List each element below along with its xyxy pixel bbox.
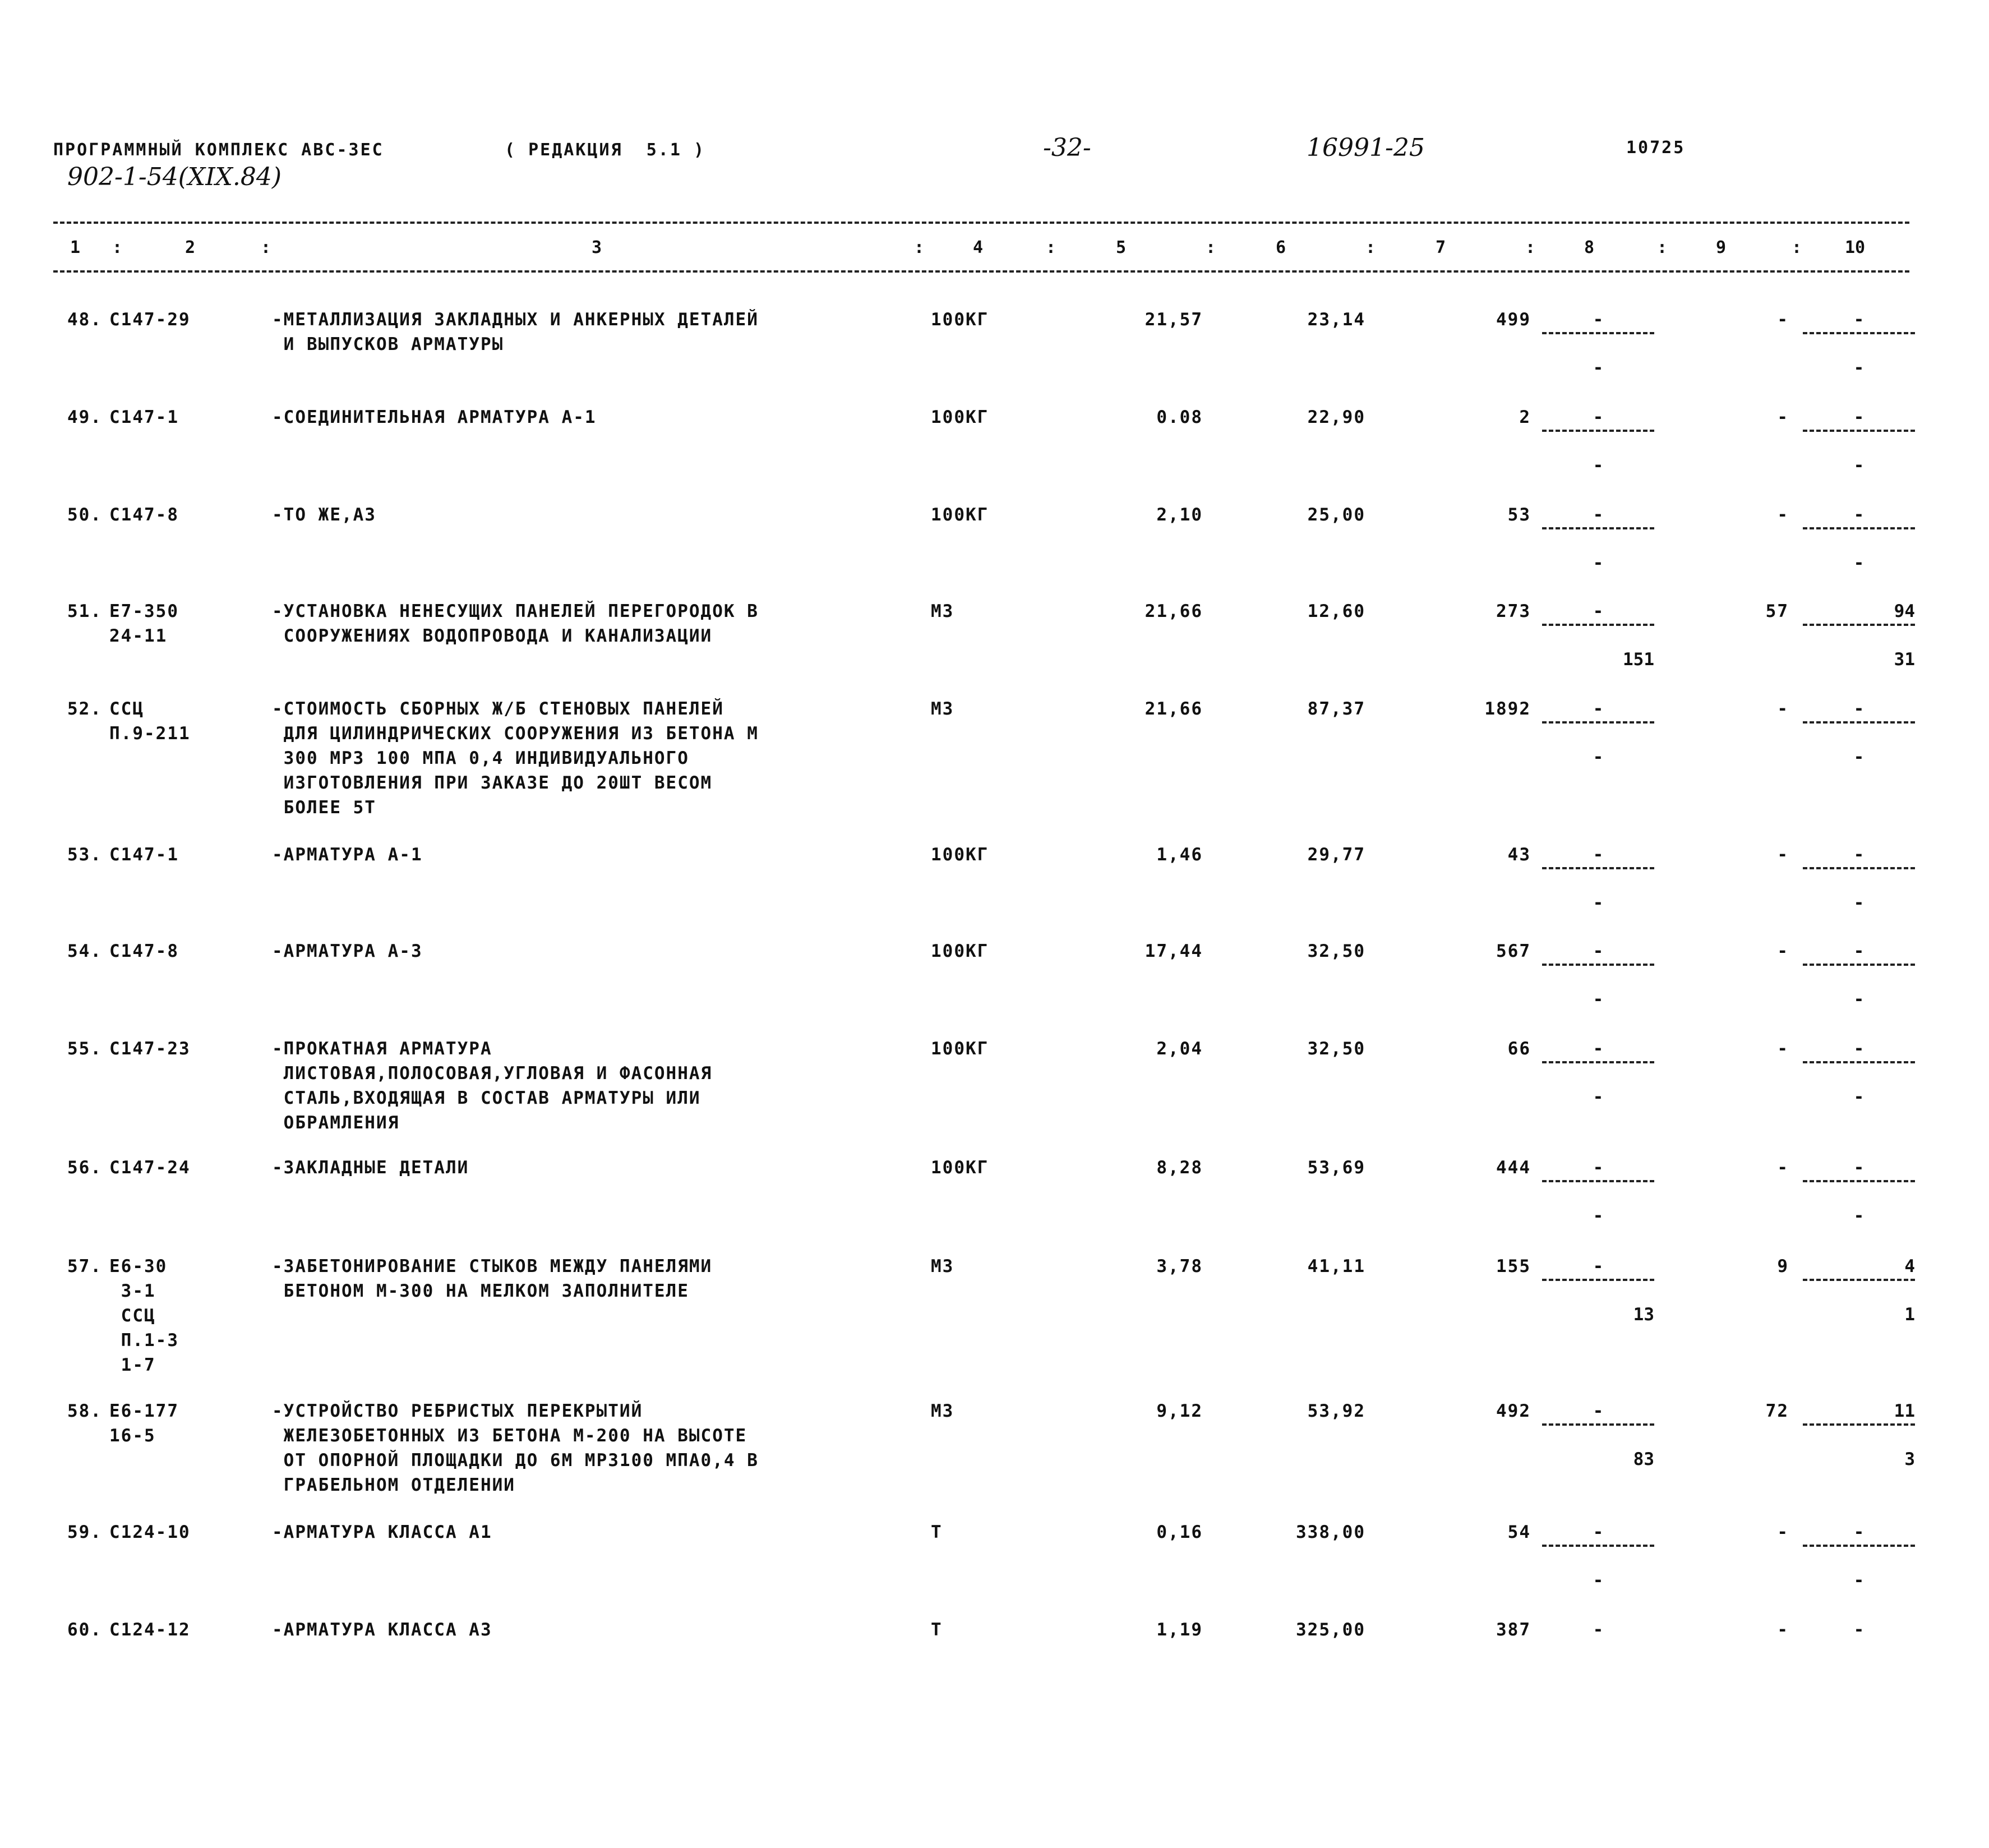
col8-fraction (1542, 1520, 1654, 1598)
row-code: С124-12 (109, 1620, 191, 1640)
row-total: 444 (1496, 1158, 1531, 1178)
col8-fraction-fraction-line (1542, 430, 1654, 432)
col8-fraction-denominator: - (1593, 747, 1604, 767)
row-description: ОБРАМЛЕНИЯ (272, 1113, 400, 1133)
row-total: 155 (1496, 1256, 1531, 1276)
row-quantity: 21,57 (1145, 310, 1203, 330)
col8-fraction-denominator: 13 (1633, 1305, 1654, 1325)
code-number: 10725 (1626, 138, 1686, 158)
row-unit-price: 87,37 (1307, 699, 1365, 719)
row-col9: - (1777, 941, 1789, 961)
col8-fraction-numerator: - (1593, 601, 1604, 621)
row-col9: - (1777, 699, 1789, 719)
row-unit-price: 29,77 (1307, 845, 1365, 865)
col10-fraction-fraction-line (1803, 1180, 1915, 1182)
project-number: 902-1-54(XIX.84) (67, 163, 282, 191)
col8-fraction-fraction-line (1542, 624, 1654, 626)
row-quantity: 1,19 (1156, 1620, 1203, 1640)
row-unit: М3 (931, 699, 954, 719)
column-separator: : (261, 238, 271, 257)
row-description: ГРАБЕЛЬНОМ ОТДЕЛЕНИИ (272, 1475, 515, 1495)
col8-fraction-denominator: - (1593, 989, 1604, 1010)
col10-fraction-numerator: - (1853, 1620, 1865, 1640)
col8-fraction-fraction-line (1542, 1061, 1654, 1063)
col10-fraction-denominator: - (1853, 455, 1865, 476)
row-code: С147-23 (109, 1039, 191, 1059)
col8-fraction (1542, 503, 1654, 581)
col10-fraction-fraction-line (1803, 527, 1915, 529)
row-unit: М3 (931, 601, 954, 621)
col10-fraction-numerator: - (1853, 845, 1865, 865)
col8-fraction-denominator: - (1593, 1570, 1604, 1591)
col10-fraction (1803, 307, 1915, 386)
column-header-7: 7 (1436, 238, 1446, 257)
col10-fraction-denominator: 3 (1904, 1449, 1915, 1469)
column-header-9: 9 (1716, 238, 1727, 257)
header-rule-bottom (53, 270, 1909, 273)
col8-fraction (1542, 1155, 1654, 1234)
col8-fraction-fraction-line (1542, 867, 1654, 869)
edition-label: ( РЕДАКЦИЯ 5.1 ) (505, 140, 706, 160)
col10-fraction-numerator: - (1853, 1039, 1865, 1059)
row-description: 300 МРЗ 100 МПА 0,4 ИНДИВИДУАЛЬНОГО (272, 748, 689, 768)
column-header-4: 4 (973, 238, 984, 257)
row-code: 3-1 (109, 1281, 156, 1301)
column-header-1: 1 (70, 238, 81, 257)
col10-fraction (1803, 503, 1915, 581)
row-unit-price: 338,00 (1296, 1522, 1365, 1542)
row-unit-price: 32,50 (1307, 1039, 1365, 1059)
row-code: ССЦ (109, 699, 144, 719)
row-total: 2 (1519, 407, 1531, 427)
col8-fraction-denominator: - (1593, 893, 1604, 913)
row-description: -МЕТАЛЛИЗАЦИЯ ЗАКЛАДНЫХ И АНКЕРНЫХ ДЕТАЛЕЙ (272, 310, 759, 330)
row-unit-price: 22,90 (1307, 407, 1365, 427)
row-code: 24-11 (109, 626, 168, 646)
row-total: 43 (1507, 845, 1531, 865)
col10-fraction-denominator: - (1853, 553, 1865, 573)
col10-fraction-fraction-line (1803, 1423, 1915, 1426)
col10-fraction-numerator: - (1853, 407, 1865, 427)
col10-fraction (1803, 1155, 1915, 1234)
row-quantity: 1,46 (1156, 845, 1203, 865)
col10-fraction-denominator: - (1853, 358, 1865, 378)
row-quantity: 17,44 (1145, 941, 1203, 961)
col8-fraction-fraction-line (1542, 1180, 1654, 1182)
column-separator: : (1525, 238, 1536, 257)
col10-fraction (1803, 1036, 1915, 1115)
row-unit: 100КГ (931, 310, 989, 330)
row-col9: - (1777, 407, 1789, 427)
col8-fraction-denominator: - (1593, 358, 1604, 378)
row-col9: - (1777, 845, 1789, 865)
col8-fraction (1542, 1036, 1654, 1115)
col10-fraction-numerator: - (1853, 310, 1865, 330)
row-code: Е6-30 (109, 1256, 168, 1276)
row-col9: - (1777, 310, 1789, 330)
row-description: ОТ ОПОРНОЙ ПЛОЩАДКИ ДО 6М МРЗ100 МПА0,4 В (272, 1450, 759, 1471)
col8-fraction-numerator: - (1593, 941, 1604, 961)
col8-fraction-denominator: - (1593, 1087, 1604, 1107)
col8-fraction-fraction-line (1542, 721, 1654, 723)
row-number: 48. (67, 310, 102, 330)
row-col9: 9 (1777, 1256, 1789, 1276)
col8-fraction-denominator: 83 (1633, 1449, 1654, 1469)
col8-fraction-denominator: - (1593, 553, 1604, 573)
row-description: -УСТАНОВКА НЕНЕСУЩИХ ПАНЕЛЕЙ ПЕРЕГОРОДОК В (272, 601, 759, 621)
page-number: -32- (1043, 133, 1091, 162)
row-col9: 72 (1765, 1401, 1789, 1421)
column-separator: : (1206, 238, 1216, 257)
column-separator: : (1657, 238, 1668, 257)
col8-fraction (1542, 1254, 1654, 1333)
row-unit-price: 32,50 (1307, 941, 1365, 961)
document-number: 16991-25 (1307, 133, 1425, 162)
col8-fraction-denominator: - (1593, 455, 1604, 476)
col8-fraction-numerator: - (1593, 310, 1604, 330)
row-description: -ЗАБЕТОНИРОВАНИЕ СТЫКОВ МЕЖДУ ПАНЕЛЯМИ (272, 1256, 713, 1276)
row-code: С147-8 (109, 941, 179, 961)
col10-fraction (1803, 697, 1915, 775)
row-number: 55. (67, 1039, 102, 1059)
col10-fraction-denominator: - (1853, 747, 1865, 767)
row-number: 52. (67, 699, 102, 719)
col8-fraction (1542, 842, 1654, 921)
row-unit: 100КГ (931, 845, 989, 865)
column-separator: : (914, 238, 925, 257)
row-description: -УСТРОЙСТВО РЕБРИСТЫХ ПЕРЕКРЫТИЙ (272, 1401, 643, 1421)
row-unit-price: 23,14 (1307, 310, 1365, 330)
row-col9: - (1777, 505, 1789, 525)
row-unit: Т (931, 1522, 943, 1542)
row-unit: 100КГ (931, 1158, 989, 1178)
program-title: ПРОГРАММНЫЙ КОМПЛЕКС АВС-3ЕС (53, 140, 384, 160)
col10-fraction-numerator: 4 (1904, 1256, 1915, 1276)
row-code: ССЦ (109, 1306, 156, 1326)
row-total: 492 (1496, 1401, 1531, 1421)
col10-fraction (1803, 599, 1915, 678)
col10-fraction-numerator: - (1853, 941, 1865, 961)
row-total: 53 (1507, 505, 1531, 525)
row-unit: М3 (931, 1256, 954, 1276)
col10-fraction (1803, 1399, 1915, 1477)
row-total: 387 (1496, 1620, 1531, 1640)
row-code: 1-7 (109, 1355, 156, 1375)
row-unit: М3 (931, 1401, 954, 1421)
col10-fraction-fraction-line (1803, 430, 1915, 432)
col10-fraction-fraction-line (1803, 964, 1915, 966)
row-description: -АРМАТУРА КЛАССА А1 (272, 1522, 492, 1542)
row-description: ЛИСТОВАЯ,ПОЛОСОВАЯ,УГЛОВАЯ И ФАСОННАЯ (272, 1063, 713, 1084)
row-number: 50. (67, 505, 102, 525)
row-description: БЕТОНОМ М-300 НА МЕЛКОМ ЗАПОЛНИТЕЛЕ (272, 1281, 689, 1301)
row-total: 273 (1496, 601, 1531, 621)
row-quantity: 0.08 (1156, 407, 1203, 427)
row-description: -АРМАТУРА КЛАССА А3 (272, 1620, 492, 1640)
col10-fraction (1803, 842, 1915, 921)
row-col9: 57 (1765, 601, 1789, 621)
col10-fraction (1803, 939, 1915, 1017)
column-header-8: 8 (1584, 238, 1595, 257)
row-unit: 100КГ (931, 407, 989, 427)
col10-fraction-fraction-line (1803, 332, 1915, 334)
row-quantity: 2,04 (1156, 1039, 1203, 1059)
col10-fraction-fraction-line (1803, 721, 1915, 723)
row-unit-price: 53,92 (1307, 1401, 1365, 1421)
row-number: 60. (67, 1620, 102, 1640)
col8-fraction (1542, 939, 1654, 1017)
row-unit-price: 25,00 (1307, 505, 1365, 525)
row-description: -ТО ЖЕ,А3 (272, 505, 376, 525)
row-number: 57. (67, 1256, 102, 1276)
row-total: 66 (1507, 1039, 1531, 1059)
col8-fraction-numerator: - (1593, 1158, 1604, 1178)
col10-fraction-denominator: 31 (1894, 649, 1915, 670)
col8-fraction-numerator: - (1593, 1039, 1604, 1059)
col10-fraction-fraction-line (1803, 1061, 1915, 1063)
row-col9: - (1777, 1522, 1789, 1542)
row-unit: Т (931, 1620, 943, 1640)
column-separator: : (1792, 238, 1802, 257)
row-description: БОЛЕЕ 5Т (272, 798, 376, 818)
col10-fraction-numerator: - (1853, 699, 1865, 719)
row-quantity: 21,66 (1145, 601, 1203, 621)
row-description: -АРМАТУРА А-3 (272, 941, 423, 961)
col10-fraction (1803, 405, 1915, 483)
column-header-3: 3 (592, 238, 602, 257)
row-description: ДЛЯ ЦИЛИНДРИЧЕСКИХ СООРУЖЕНИЯ ИЗ БЕТОНА М (272, 723, 759, 744)
col8-fraction-denominator: 151 (1623, 649, 1654, 670)
col10-fraction-numerator: 11 (1894, 1401, 1915, 1421)
col10-fraction-fraction-line (1803, 867, 1915, 869)
row-quantity: 2,10 (1156, 505, 1203, 525)
col8-fraction (1542, 697, 1654, 775)
column-separator: : (1046, 238, 1056, 257)
col10-fraction-fraction-line (1803, 1545, 1915, 1547)
col8-fraction-denominator: - (1593, 1206, 1604, 1226)
row-code: С147-8 (109, 505, 179, 525)
row-number: 49. (67, 407, 102, 427)
row-number: 59. (67, 1522, 102, 1542)
row-number: 53. (67, 845, 102, 865)
row-quantity: 8,28 (1156, 1158, 1203, 1178)
row-description: СТАЛЬ,ВХОДЯЩАЯ В СОСТАВ АРМАТУРЫ ИЛИ (272, 1088, 701, 1108)
row-code: П.9-211 (109, 723, 191, 744)
row-description: ИЗГОТОВЛЕНИЯ ПРИ ЗАКАЗЕ ДО 20ШТ ВЕСОМ (272, 773, 713, 793)
row-number: 56. (67, 1158, 102, 1178)
row-code: 16-5 (109, 1426, 156, 1446)
row-description: -ЗАКЛАДНЫЕ ДЕТАЛИ (272, 1158, 469, 1178)
col8-fraction-numerator: - (1593, 407, 1604, 427)
row-quantity: 3,78 (1156, 1256, 1203, 1276)
row-code: Е6-177 (109, 1401, 179, 1421)
row-code: С147-1 (109, 407, 179, 427)
col8-fraction-numerator: - (1593, 1522, 1604, 1542)
col10-fraction-denominator: - (1853, 893, 1865, 913)
col8-fraction-numerator: - (1593, 699, 1604, 719)
col10-fraction-numerator: - (1853, 1158, 1865, 1178)
row-col9: - (1777, 1620, 1789, 1640)
col8-fraction-numerator: - (1593, 1256, 1604, 1276)
column-header-6: 6 (1276, 238, 1286, 257)
row-description: -СОЕДИНИТЕЛЬНАЯ АРМАТУРА А-1 (272, 407, 597, 427)
row-quantity: 0,16 (1156, 1522, 1203, 1542)
row-total: 1892 (1484, 699, 1531, 719)
row-description: -ПРОКАТНАЯ АРМАТУРА (272, 1039, 492, 1059)
col8-fraction-fraction-line (1542, 1279, 1654, 1281)
row-unit: 100КГ (931, 1039, 989, 1059)
row-total: 567 (1496, 941, 1531, 961)
col10-fraction-numerator: - (1853, 505, 1865, 525)
col10-fraction-fraction-line (1803, 624, 1915, 626)
col10-fraction-numerator: - (1853, 1522, 1865, 1542)
row-description: И ВЫПУСКОВ АРМАТУРЫ (272, 334, 504, 354)
col10-fraction (1803, 1520, 1915, 1598)
col10-fraction-denominator: - (1853, 989, 1865, 1010)
col8-fraction (1542, 405, 1654, 483)
col8-fraction-fraction-line (1542, 964, 1654, 966)
col8-fraction-fraction-line (1542, 1545, 1654, 1547)
row-unit: 100КГ (931, 941, 989, 961)
row-number: 51. (67, 601, 102, 621)
row-unit-price: 41,11 (1307, 1256, 1365, 1276)
col8-fraction (1542, 599, 1654, 678)
row-unit-price: 325,00 (1296, 1620, 1365, 1640)
row-code: С147-29 (109, 310, 191, 330)
col8-fraction-numerator: - (1593, 845, 1604, 865)
col8-fraction (1542, 1617, 1654, 1696)
column-header-2: 2 (185, 238, 196, 257)
row-number: 58. (67, 1401, 102, 1421)
header-rule-top (53, 222, 1909, 224)
row-unit-price: 53,69 (1307, 1158, 1365, 1178)
row-code: Е7-350 (109, 601, 179, 621)
row-unit: 100КГ (931, 505, 989, 525)
row-description: СООРУЖЕНИЯХ ВОДОПРОВОДА И КАНАЛИЗАЦИИ (272, 626, 713, 646)
column-header-10: 10 (1845, 238, 1866, 257)
col8-fraction-numerator: - (1593, 505, 1604, 525)
col10-fraction-denominator: - (1853, 1570, 1865, 1591)
row-quantity: 21,66 (1145, 699, 1203, 719)
col8-fraction (1542, 1399, 1654, 1477)
col10-fraction-denominator: 1 (1904, 1305, 1915, 1325)
row-code: С147-24 (109, 1158, 191, 1178)
row-code: П.1-3 (109, 1330, 179, 1351)
col8-fraction (1542, 307, 1654, 386)
row-quantity: 9,12 (1156, 1401, 1203, 1421)
col10-fraction-fraction-line (1803, 1279, 1915, 1281)
row-description: -СТОИМОСТЬ СБОРНЫХ Ж/Б СТЕНОВЫХ ПАНЕЛЕЙ (272, 699, 724, 719)
col8-fraction-numerator: - (1593, 1620, 1604, 1640)
row-description: -АРМАТУРА А-1 (272, 845, 423, 865)
col8-fraction-fraction-line (1542, 527, 1654, 529)
col10-fraction-numerator: 94 (1894, 601, 1915, 621)
row-col9: - (1777, 1039, 1789, 1059)
row-unit-price: 12,60 (1307, 601, 1365, 621)
row-code: С147-1 (109, 845, 179, 865)
col8-fraction-numerator: - (1593, 1401, 1604, 1421)
col10-fraction (1803, 1617, 1915, 1696)
col10-fraction (1803, 1254, 1915, 1333)
col8-fraction-fraction-line (1542, 332, 1654, 334)
row-number: 54. (67, 941, 102, 961)
column-header-5: 5 (1116, 238, 1127, 257)
row-total: 499 (1496, 310, 1531, 330)
column-separator: : (112, 238, 123, 257)
column-separator: : (1365, 238, 1376, 257)
row-description: ЖЕЛЕЗОБЕТОННЫХ ИЗ БЕТОНА М-200 НА ВЫСОТЕ (272, 1426, 747, 1446)
col10-fraction-denominator: - (1853, 1206, 1865, 1226)
row-code: С124-10 (109, 1522, 191, 1542)
col8-fraction-fraction-line (1542, 1423, 1654, 1426)
row-total: 54 (1507, 1522, 1531, 1542)
col10-fraction-denominator: - (1853, 1087, 1865, 1107)
row-col9: - (1777, 1158, 1789, 1178)
